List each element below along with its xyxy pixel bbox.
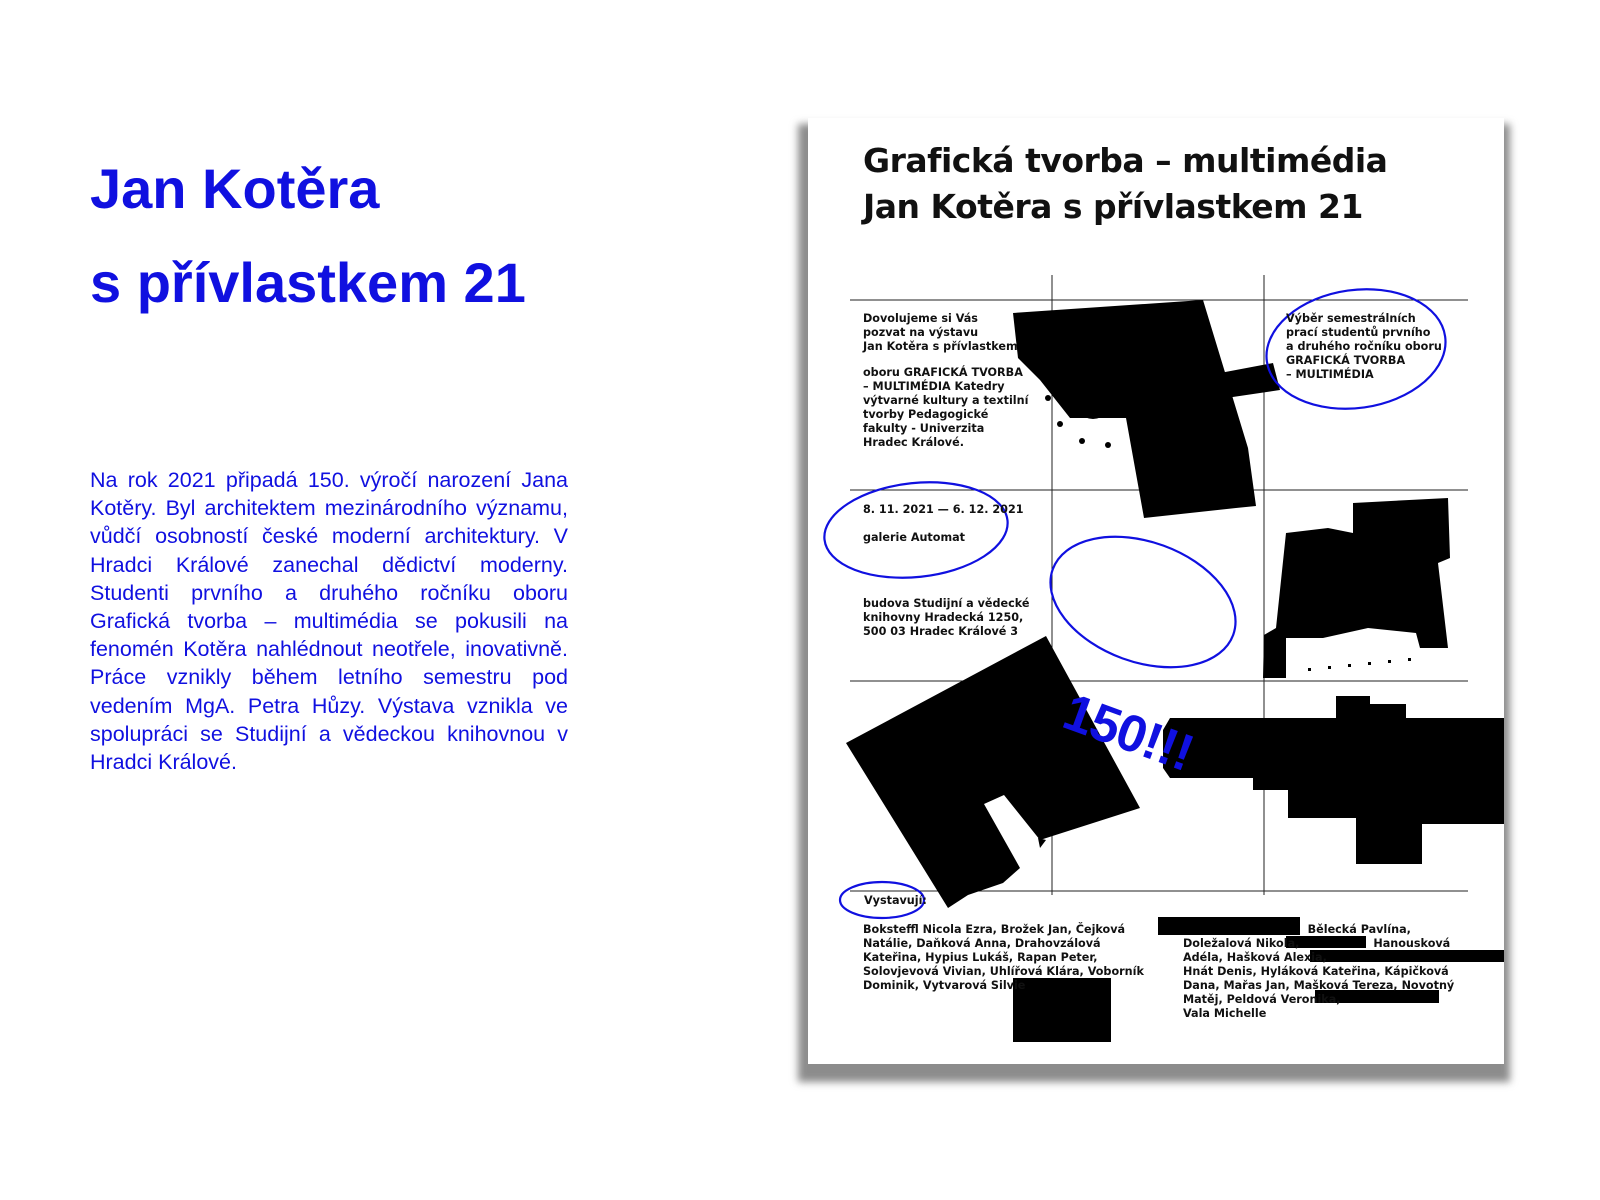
page-title — [90, 142, 690, 330]
floorplan-2 — [1263, 498, 1450, 678]
floorplan-3 — [846, 636, 1140, 908]
poster-selection: Výběr semestrálních prací studentů prvního a druhého ročníku oboru GRAFICKÁ TVORBA – MULTIMÉDIA — [1286, 312, 1442, 381]
poster-title — [863, 138, 1387, 230]
poster-faculty: oboru GRAFICKÁ TVORBA – MULTIMÉDIA Katedry výtvarné kultury a textilní tvorby Pedagogické fakulty - Univerzita Hradec Králové. — [863, 366, 1029, 449]
description-paragraph: Na rok 2021 připadá 150. výročí narození Jana Kotěry. Byl architektem mezinárodního významu, vůdčí osobností české moderní architektury. V Hradci Králové zanechal dědictví moderny. Studenti prvního a druhého ročníku oboru Grafická tvorba – multimédia se pokusili na fenomén Kotěra nahlédnout neotřele, inovativně. Práce vznikly během letního semestru pod vedením MgA. Petra Hůzy. Výstava vznikla ve spolupráci se Studijní a vědeckou knihovnou v Hradci Králové. — [90, 468, 568, 775]
poster-dates: 8. 11. 2021 — 6. 12. 2021 — [863, 503, 1024, 516]
exhibitors-label: Vystavují: — [864, 894, 927, 907]
floorplan-4 — [1163, 696, 1504, 864]
poster-title-line-2: Jan Kotěra s přívlastkem 21 — [863, 187, 1363, 226]
title-line-2: s přívlastkem 21 — [90, 251, 526, 314]
anniversary-badge: 150!!! — [1055, 682, 1201, 783]
poster-invitation: Dovolujeme si Vás pozvat na výstavu Jan Kotěra s přívlastkem — [863, 312, 1018, 353]
poster-gallery: galerie Automat — [863, 531, 966, 544]
exhibitors-list-left: Boksteffl Nicola Ezra, Brožek Jan, Čejková Natálie, Daňková Anna, Drahovzálová Kateřina, Hypius Lukáš, Rapan Peter, Solovjevová Vivian, Uhlířová Klára, Voborník Dominik, Vytvarová Silvie — [863, 923, 1144, 992]
floorplan-2-dots — [1308, 658, 1411, 671]
title-line-1: Jan Kotěra — [90, 157, 380, 220]
exhibitors-list-right: Bělecká Pavlína, Doležalová Nikola, Hanousková Adéla, Hašková Alexia, Hnát Denis, Hyláková Kateřina, Kápičková Dana, Mařas Jan, Mašková Tereza, Novotný Matěj, Peldová Veronika, Vala Michelle — [1183, 923, 1455, 1020]
poster-address: budova Studijní a vědecké knihovny Hradecká 1250, 500 03 Hradec Králové 3 — [863, 597, 1030, 638]
floorplan-1 — [1013, 300, 1280, 518]
poster-title-line-1: Grafická tvorba – multimédia — [863, 141, 1388, 180]
exhibition-poster — [808, 118, 1504, 1064]
